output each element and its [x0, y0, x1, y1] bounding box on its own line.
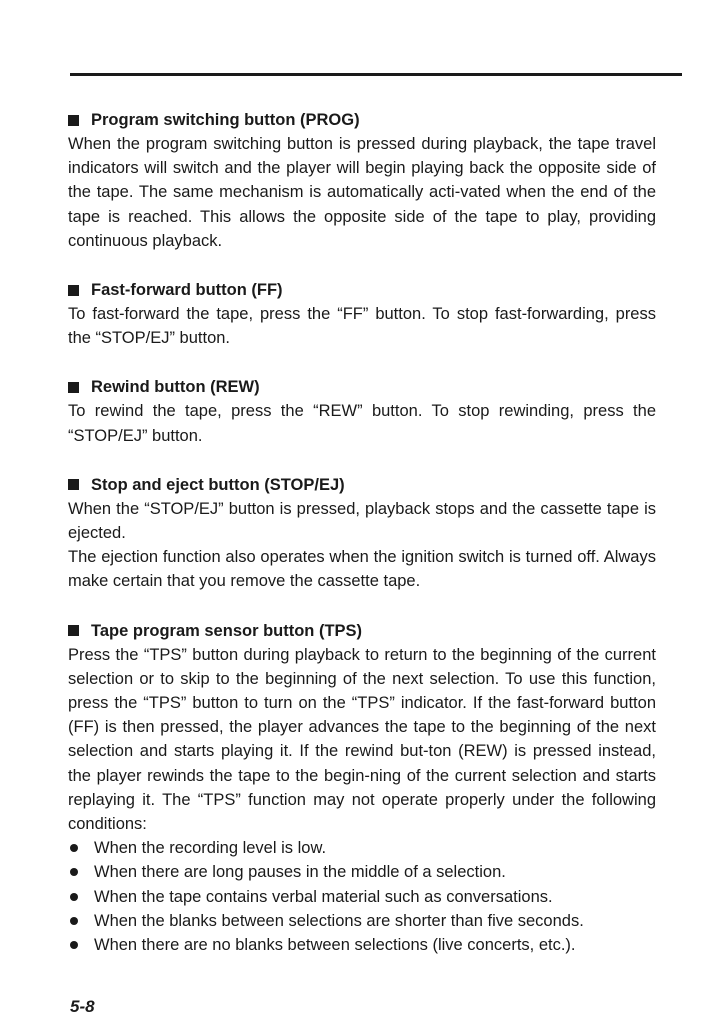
- paragraph: The ejection function also operates when the ignition switch is turned off. Always make certain that you remove the cassette tape.: [68, 548, 656, 591]
- top-rule: [70, 73, 682, 76]
- conditions-list: [68, 836, 656, 957]
- section-tps: [68, 619, 656, 958]
- list-item: [68, 885, 656, 909]
- section-heading: [68, 108, 656, 132]
- list-item-text: When the recording level is low.: [94, 839, 327, 858]
- list-item-text: When the tape contains verbal material such as conversations.: [94, 887, 553, 906]
- section-ff: [68, 278, 656, 350]
- paragraph: Press the “TPS” button during playback to return to the beginning of the current selection or to skip to the beginning of the next selection. To use this function, press the “TPS” button to turn on the “TPS” indicator. If the fast-forward button (FF) is then pressed, the player advances the tape to the beginning of the next selection and starts playing it. If the rewind but-ton (REW) is pressed instead, the player rewinds the tape to the begin-ning of the current selection and starts replaying it. The “TPS” function may not operate properly under the following conditions:: [68, 645, 656, 834]
- list-item-text: When there are no blanks between selections (live concerts, etc.).: [94, 936, 576, 955]
- section-stop-ej: [68, 473, 656, 594]
- page-content: [68, 108, 656, 982]
- bullet-dot-icon: [70, 844, 78, 852]
- square-bullet-icon: [68, 625, 79, 636]
- paragraph: When the program switching button is pressed during playback, the tape travel indicators will switch and the player will begin playing back the opposite side of the tape. The same mechanism is automatically acti-vated when the end of the tape is reached. This allows the opposite side of the tape to play, providing continuous playback.: [68, 135, 656, 250]
- section-heading: [68, 619, 656, 643]
- bullet-dot-icon: [70, 868, 78, 876]
- heading-text: Rewind button (REW): [91, 378, 260, 397]
- heading-text: Program switching button (PROG): [91, 111, 360, 129]
- section-prog: [68, 108, 656, 253]
- square-bullet-icon: [68, 285, 79, 296]
- list-item: [68, 909, 656, 933]
- section-rew: [68, 375, 656, 447]
- bullet-dot-icon: [70, 917, 78, 925]
- section-heading: [68, 278, 656, 302]
- square-bullet-icon: [68, 115, 79, 126]
- list-item-text: When there are long pauses in the middle of a selection.: [94, 863, 506, 882]
- section-heading: [68, 375, 656, 399]
- bullet-dot-icon: [70, 941, 78, 949]
- paragraph: To rewind the tape, press the “REW” button. To stop rewinding, press the “STOP/EJ” button.: [68, 402, 656, 445]
- list-item: [68, 860, 656, 884]
- heading-text: Tape program sensor button (TPS): [91, 621, 363, 640]
- square-bullet-icon: [68, 382, 79, 393]
- heading-text: Stop and eject button (STOP/EJ): [91, 475, 345, 494]
- list-item: [68, 933, 656, 957]
- list-item: [68, 836, 656, 860]
- list-item-text: When the blanks between selections are shorter than five seconds.: [94, 911, 584, 930]
- page-number: 5-8: [70, 997, 95, 1016]
- section-heading: [68, 473, 656, 497]
- paragraph: To fast-forward the tape, press the “FF” button. To stop fast-forwarding, press the “STOP/EJ” button.: [68, 305, 656, 348]
- heading-text: Fast-forward button (FF): [91, 281, 283, 300]
- square-bullet-icon: [68, 479, 79, 490]
- bullet-dot-icon: [70, 893, 78, 901]
- paragraph: When the “STOP/EJ” button is pressed, playback stops and the cassette tape is ejected.: [68, 499, 656, 543]
